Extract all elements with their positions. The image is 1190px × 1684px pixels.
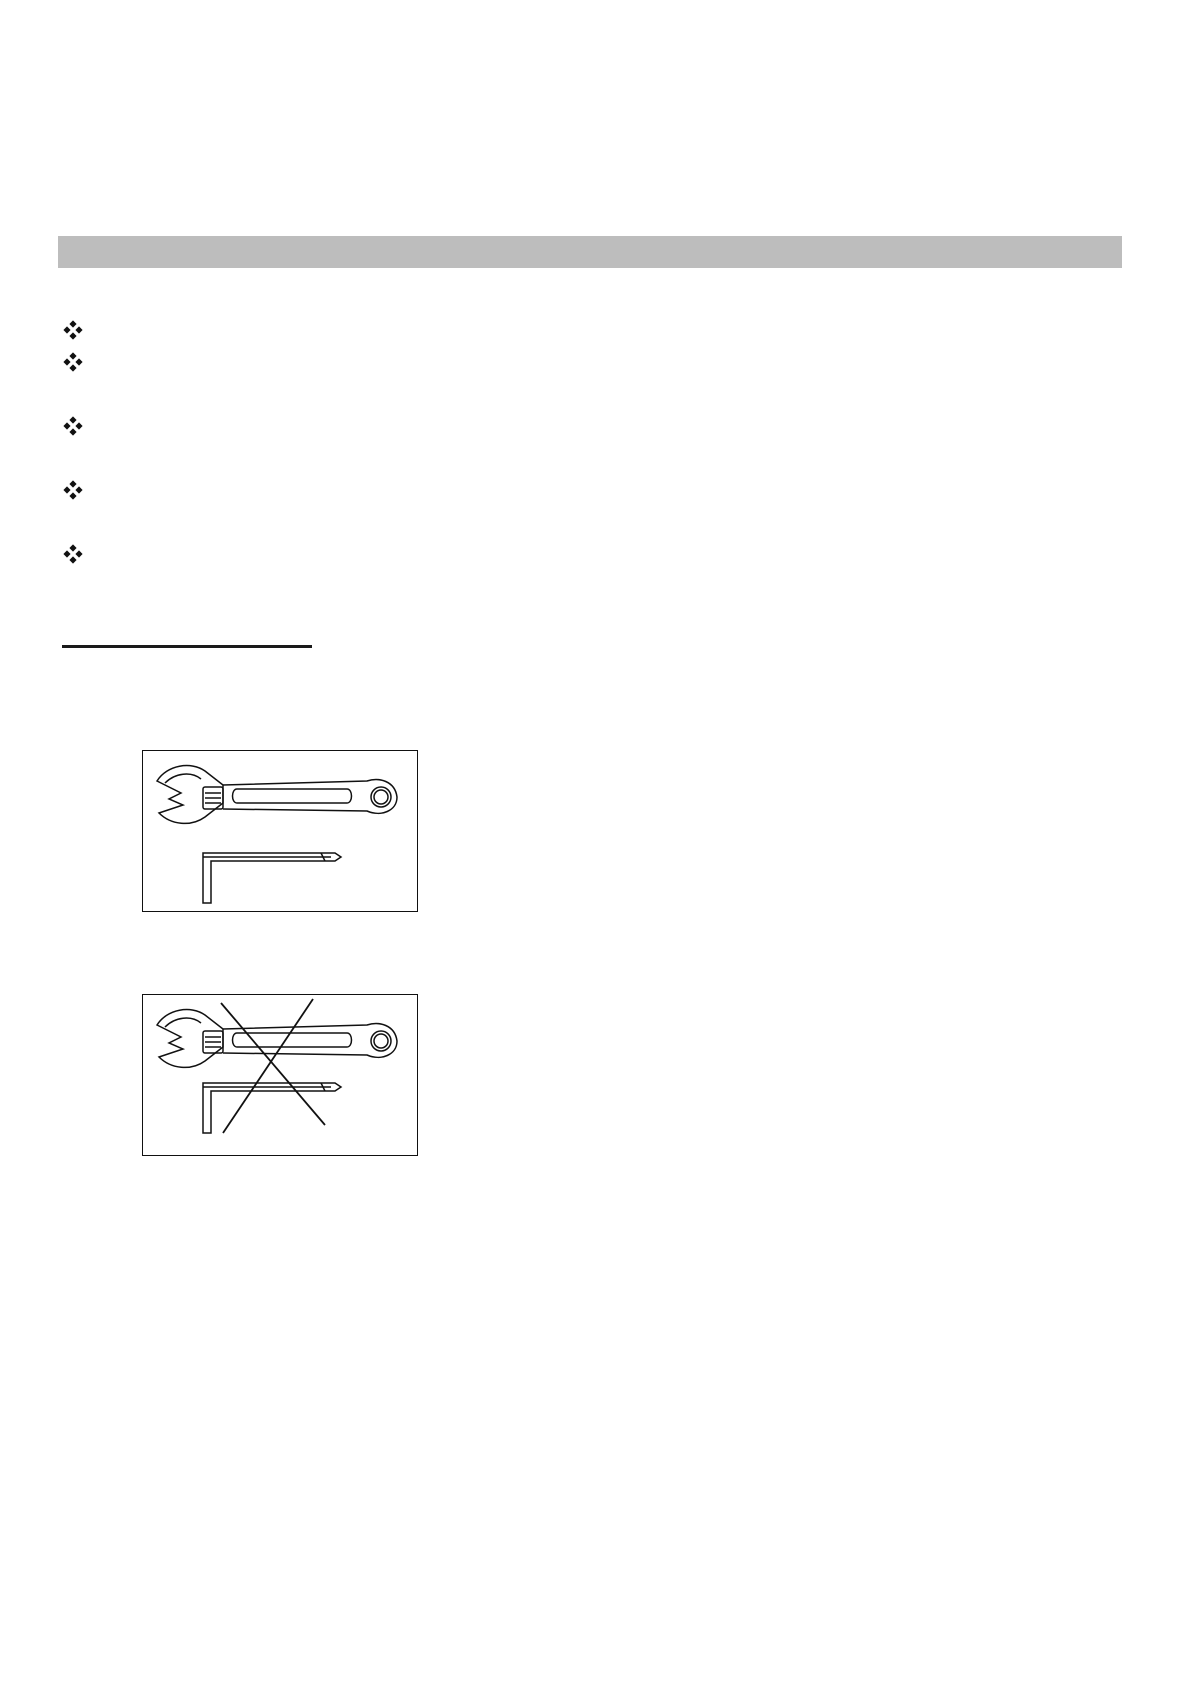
tools-illustration — [143, 751, 419, 913]
four-diamond-bullet-icon — [63, 352, 83, 372]
bullet-diamond-icon — [63, 416, 83, 436]
tools-incorrect-figure — [142, 994, 418, 1156]
bullet-diamond-icon — [63, 352, 83, 372]
four-diamond-bullet-icon — [63, 320, 83, 340]
bullet-diamond-icon — [63, 544, 83, 564]
tools-illustration — [143, 995, 419, 1157]
tools-correct-figure — [142, 750, 418, 912]
four-diamond-bullet-icon — [63, 544, 83, 564]
section-header-bar — [58, 236, 1122, 268]
subheading-underline — [62, 645, 312, 648]
adjustable-wrench-icon — [157, 766, 397, 824]
bullet-diamond-icon — [63, 320, 83, 340]
bullet-diamond-icon — [63, 480, 83, 500]
cross-out-icon — [221, 999, 325, 1133]
adjustable-wrench-icon — [157, 1010, 397, 1068]
four-diamond-bullet-icon — [63, 480, 83, 500]
hex-key-icon — [203, 1083, 341, 1133]
hex-key-icon — [203, 853, 341, 903]
four-diamond-bullet-icon — [63, 416, 83, 436]
